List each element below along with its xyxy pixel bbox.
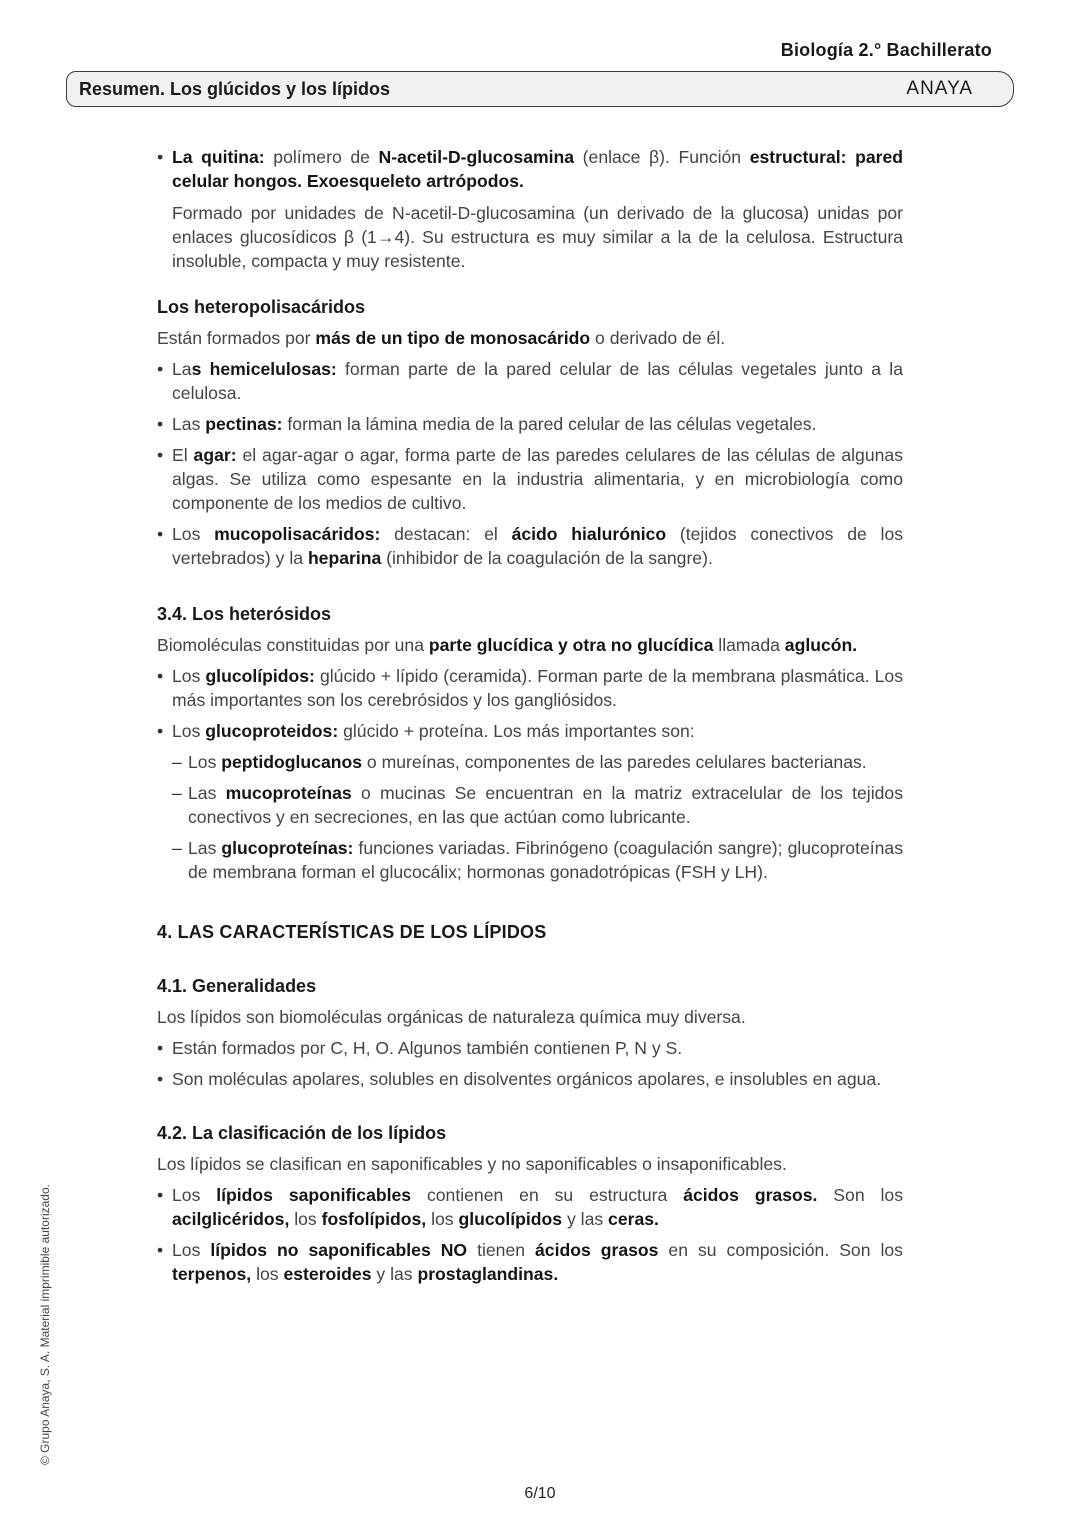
term: ácidos grasos. [683,1185,818,1205]
term: ácidos grasos [535,1240,659,1260]
text: los [426,1209,459,1229]
term: heparina [307,548,382,568]
term: ácido hialurónico [511,524,667,544]
heterosidos-intro [157,633,903,657]
text: Los [172,721,206,741]
term: terpenos, [172,1264,252,1284]
term: mucopolisacáridos: [214,524,381,544]
text: El [172,445,194,465]
text: los [289,1209,322,1229]
term: estructural: pared celular hongos. Exoesqueleto artrópodos. [172,147,904,191]
text: o mureínas, componentes de las paredes celulares bacterianas. [362,752,867,772]
list-item-saponificables [157,1183,903,1231]
term: prostaglandinas. [417,1264,559,1284]
term: más de un tipo de monosacárido [315,328,591,348]
text: Son los [817,1185,903,1205]
heading-clasificacion: 4.2. La clasificación de los lípidos [157,1123,447,1143]
term: La quitina: [172,147,265,167]
term: lípidos no saponificables NO [210,1240,468,1260]
anaya-logo: ANAYA [906,78,973,99]
text: Los [172,1240,211,1260]
text: polímero de [264,147,379,167]
text: o mucinas Se encuentran en la matriz extracelular de los tejidos conectivos y en secreciones, en las que actúan como lubricante. [188,783,903,827]
list-item-glucoproteidos [157,719,903,743]
header-bar [66,71,1014,107]
term: mucoproteínas [225,783,352,803]
text: contienen en su estructura [411,1185,684,1205]
list-item-glucolipidos [157,664,903,712]
term: N-acetil-D-glucosamina [378,147,575,167]
copyright-note: © Grupo Anaya, S. A. Material imprimible autorizado. [38,1184,52,1465]
sublist-item-mucoproteinas [157,781,903,829]
term: ceras. [608,1209,659,1229]
list-item-pectinas [157,412,903,436]
subject-title: Biología 2.° Bachillerato [780,40,992,60]
text: Las [188,783,226,803]
term: acilglicéridos, [172,1209,290,1229]
text: en su composición. Son los [658,1240,903,1260]
term: agar: [193,445,237,465]
text: Las [188,838,222,858]
text: y las [371,1264,418,1284]
term: glucoproteínas: [221,838,354,858]
text: Los [172,666,206,686]
sublist-item-peptidoglucanos [157,750,903,774]
sublist-item-glucoproteinas [157,836,903,884]
term: glucoproteidos: [205,721,339,741]
text: tienen [467,1240,536,1260]
list-item-hemicelulosas [157,357,903,405]
term: esteroides [283,1264,372,1284]
list-item-composicion: • Están formados por C, H, O. Algunos también contienen P, N y S. [157,1036,903,1060]
term: glucolípidos: [205,666,315,686]
text: Están formados por [157,328,316,348]
heading-generalidades: 4.1. Generalidades [157,976,317,996]
text: (tejidos conectivos de los vertebrados) y la [172,524,904,568]
term: parte glucídica y otra no glucídica [428,635,714,655]
term: s hemicelulosas: [191,359,337,379]
text: Las [172,414,206,434]
text: llamada [713,635,785,655]
text: Los [172,1185,217,1205]
term: peptidoglucanos [221,752,363,772]
heading-lipidos: 4. LAS CARACTERÍSTICAS DE LOS LÍPIDOS [157,922,547,942]
text: glúcido + lípido (ceramida). Forman parte de la membrana plasmática. Los más importantes son los cerebrósidos y los gangliósidos. [172,666,904,710]
text: forman la lámina media de la pared celular de las células vegetales. [282,414,817,434]
heading-heteropolisacaridos: Los heteropolisacáridos [157,297,366,317]
list-item-no-saponificables [157,1238,903,1286]
text: Los [172,524,215,544]
text: La [172,359,192,379]
text: los [251,1264,284,1284]
list-item-quitina [157,145,903,273]
text: forman parte de la pared celular de las células vegetales junto a la celulosa. [172,359,904,403]
heading-heterosidos: 3.4. Los heterósidos [157,604,332,624]
text: funciones variadas. Fibrinógeno (coagulación sangre); glucoproteínas de membrana forman el glucocálix; hormonas gonadotrópicas (FSH y LH). [188,838,903,882]
heteropolisacaridos-intro [157,326,903,350]
list-item-mucopolisacaridos [157,522,903,570]
term: lípidos saponificables [216,1185,412,1205]
text: el agar-agar o agar, forma parte de las paredes celulares de las células de algunas algas. Se utiliza como espesante en la industria alimentaria, y en microbiología como componente de los medios de cultivo. [172,445,903,513]
text: Biomoléculas constituidas por una [157,635,429,655]
list-item-agar [157,443,903,515]
term: glucolípidos [458,1209,563,1229]
text: o derivado de él. [590,328,726,348]
quitina-detail: Formado por unidades de N-acetil-D-glucosamina (un derivado de la glucosa) unidas por enlaces glucosídicos β (1→4). Su estructura es muy similar a la de la celulosa. Estructura insoluble, compacta y muy resistente. [172,203,903,271]
list-item-apolares: • Son moléculas apolares, solubles en disolventes orgánicos apolares, e insolubles en agua. [157,1067,903,1091]
document-title: Resumen. Los glúcidos y los lípidos [79,78,391,99]
clasificacion-intro: Los lípidos se clasifican en saponificables y no saponificables o insaponificables. [157,1154,787,1174]
text: glúcido + proteína. Los más importantes son: [338,721,695,741]
page-number: 6/10 [524,1485,556,1502]
text: (inhibidor de la coagulación de la sangre). [381,548,713,568]
term: aglucón. [784,635,858,655]
text: (enlace β). Función [574,147,750,167]
text: destacan: el [380,524,512,544]
text: y las [562,1209,609,1229]
document-body [157,145,903,1293]
term: pectinas: [205,414,283,434]
generalidades-intro: Los lípidos son biomoléculas orgánicas de naturaleza química muy diversa. [157,1007,746,1027]
text: Los [188,752,222,772]
term: fosfolípidos, [321,1209,427,1229]
